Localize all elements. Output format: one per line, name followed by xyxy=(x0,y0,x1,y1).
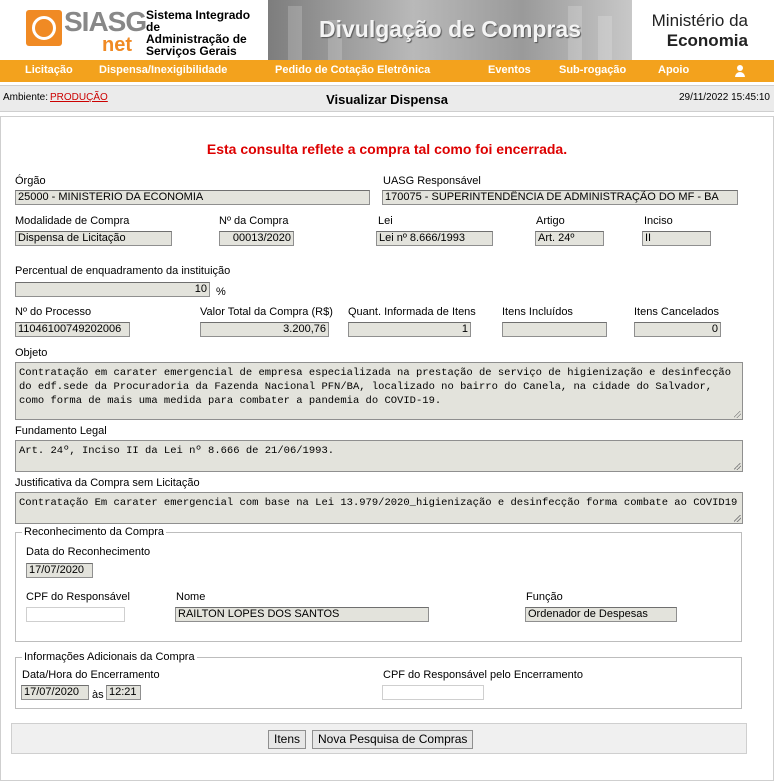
justificativa-label: Justificativa da Compra sem Licitação xyxy=(15,477,200,489)
ministry-name xyxy=(632,11,748,51)
logo-net-text: net xyxy=(102,34,132,56)
adicionais-legend: Informações Adicionais da Compra xyxy=(24,651,195,663)
artigo-field: Art. 24º xyxy=(535,231,604,246)
system-name-line: Serviços Gerais xyxy=(146,44,237,58)
itens-incluidos-label: Itens Incluídos xyxy=(502,306,573,318)
numero-compra-field: 00013/2020 xyxy=(219,231,294,246)
itens-incluidos-field xyxy=(502,322,607,337)
adicionais-fieldset xyxy=(15,657,742,709)
logo-siasg-text: SIASG xyxy=(64,6,147,37)
percentual-unit: % xyxy=(216,286,226,298)
resize-grip-icon[interactable] xyxy=(734,411,741,418)
objeto-label: Objeto xyxy=(15,347,48,359)
data-reconhecimento-label: Data do Reconhecimento xyxy=(26,546,151,558)
environment-link[interactable]: PRODUÇÃO xyxy=(50,92,108,103)
funcao-label: Função xyxy=(526,591,563,603)
percentual-label: Percentual de enquadramento da instituição xyxy=(15,265,231,277)
lei-field: Lei nº 8.666/1993 xyxy=(376,231,493,246)
menu-item-pedido-cotacao[interactable]: Pedido de Cotação Eletrônica xyxy=(275,64,431,76)
uasg-field: 170075 - SUPERINTENDÊNCIA DE ADMINISTRAÇÃO DO MF - BA xyxy=(382,190,738,205)
itens-button[interactable]: Itens xyxy=(268,730,306,749)
menu-item-licitacao[interactable]: Licitação xyxy=(25,64,73,76)
data-reconhecimento-field: 17/07/2020 xyxy=(26,563,93,578)
cpf-responsavel-field xyxy=(26,607,125,622)
resize-grip-icon[interactable] xyxy=(734,463,741,470)
menu-item-eventos[interactable]: Eventos xyxy=(488,64,531,76)
encerramento-date-field: 17/07/2020 xyxy=(21,685,89,700)
menu-item-apoio[interactable]: Apoio xyxy=(658,64,690,76)
modalidade-field: Dispensa de Licitação xyxy=(15,231,172,246)
nome-field: RAILTON LOPES DOS SANTOS xyxy=(175,607,429,622)
lei-label: Lei xyxy=(378,215,393,227)
uasg-label: UASG Responsável xyxy=(383,175,481,187)
cpf-encerramento-field xyxy=(382,685,484,700)
fundamento-label: Fundamento Legal xyxy=(15,425,107,437)
valor-total-field: 3.200,76 xyxy=(200,322,329,337)
current-datetime: 29/11/2022 15:45:10 xyxy=(678,92,770,103)
cpf-encerramento-label: CPF do Responsável pelo Encerramento xyxy=(383,669,583,681)
itens-cancelados-label: Itens Cancelados xyxy=(634,306,719,318)
objeto-textarea[interactable] xyxy=(15,362,743,420)
menu-item-dispensa[interactable]: Dispensa/Inexigibilidade xyxy=(99,64,228,76)
objeto-text: Contratação em carater emergencial de empresa especializada na prestação de serviço de higienização e desinfecção do edf.sede da Procuradoria da Fazenda Nacional PFN/BA, localizado no bairro do Canela, na cidade do Salvador, como forma de mais uma medida para combater a pandemia do COVID-19. xyxy=(19,367,738,407)
fundamento-text: Art. 24º, Inciso II da Lei nº 8.666 de 21/06/1993. xyxy=(19,445,335,457)
processo-field: 11046100749202006 xyxy=(15,322,130,337)
nova-pesquisa-button[interactable]: Nova Pesquisa de Compras xyxy=(312,730,473,749)
modalidade-label: Modalidade de Compra xyxy=(15,215,130,227)
encerramento-separator: às xyxy=(92,689,104,701)
notice-message: Esta consulta reflete a compra tal como foi encerrada. xyxy=(206,141,568,157)
system-name-line: Administração de xyxy=(146,32,247,46)
ministry-line2: Economia xyxy=(666,31,748,50)
environment-bar xyxy=(0,85,774,112)
main-menu xyxy=(0,60,774,82)
processo-label: Nº do Processo xyxy=(15,306,92,318)
nome-label: Nome xyxy=(176,591,206,603)
encerramento-time-field: 12:21 xyxy=(106,685,141,700)
quant-itens-label: Quant. Informada de Itens xyxy=(348,306,476,318)
justificativa-text: Contratação Em carater emergencial com base na Lei 13.979/2020_higienização e desinfecção forma combate ao COVID19 xyxy=(19,497,738,509)
quant-itens-field: 1 xyxy=(348,322,471,337)
environment-label: Ambiente: xyxy=(3,92,49,103)
reconhecimento-legend: Reconhecimento da Compra xyxy=(24,526,165,538)
funcao-field: Ordenador de Despesas xyxy=(525,607,677,622)
resize-grip-icon[interactable] xyxy=(734,515,741,522)
justificativa-textarea[interactable] xyxy=(15,492,743,524)
valor-total-label: Valor Total da Compra (R$) xyxy=(200,306,333,318)
orgao-field: 25000 - MINISTERIO DA ECONOMIA xyxy=(15,190,370,205)
artigo-label: Artigo xyxy=(536,215,565,227)
cpf-responsavel-label: CPF do Responsável xyxy=(26,591,130,603)
page-title: Visualizar Dispensa xyxy=(326,92,448,107)
inciso-label: Inciso xyxy=(644,215,673,227)
banner xyxy=(268,0,632,60)
itens-cancelados-field: 0 xyxy=(634,322,721,337)
orgao-label: Órgão xyxy=(15,175,46,187)
siasg-logo[interactable] xyxy=(26,6,147,56)
encerramento-label: Data/Hora do Encerramento xyxy=(22,669,160,681)
fundamento-textarea[interactable] xyxy=(15,440,743,472)
menu-item-sub-rogacao[interactable]: Sub-rogação xyxy=(559,64,627,76)
percentual-field: 10 xyxy=(15,282,210,297)
system-name-line: Sistema Integrado de xyxy=(146,8,251,34)
inciso-field: II xyxy=(642,231,711,246)
banner-title: Divulgação de Compras xyxy=(318,16,582,42)
header xyxy=(0,0,774,61)
ministry-line1: Ministério da xyxy=(651,11,748,30)
system-name xyxy=(146,9,266,57)
logo-sun-icon xyxy=(26,10,62,46)
user-icon[interactable] xyxy=(734,65,746,77)
numero-compra-label: Nº da Compra xyxy=(219,215,289,227)
